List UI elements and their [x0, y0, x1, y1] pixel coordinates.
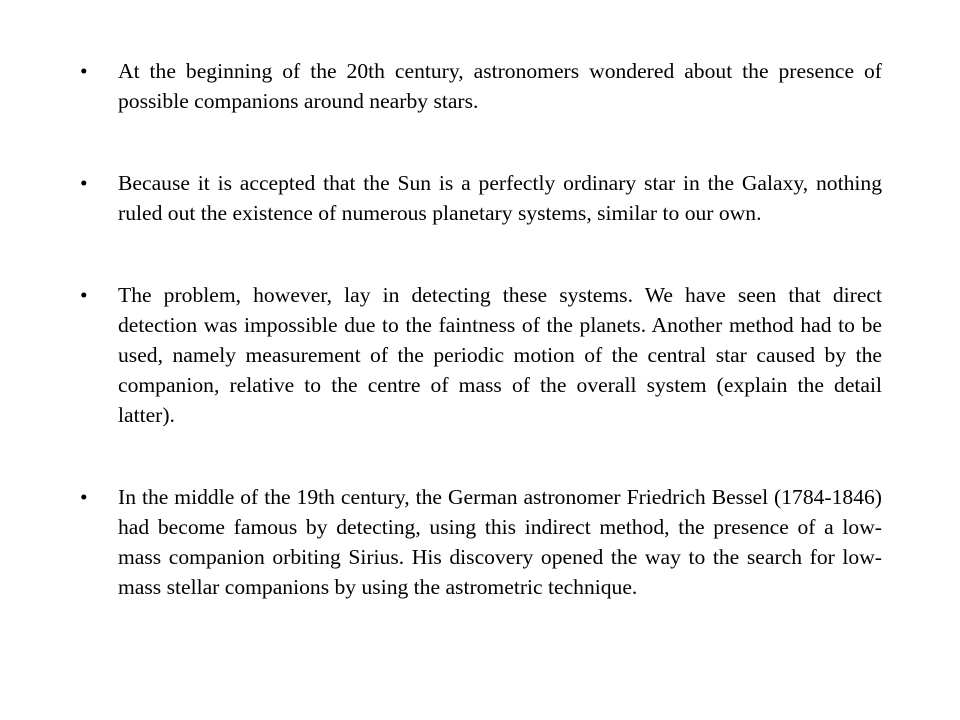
bullet-icon: • [80, 171, 88, 195]
bullet-list [80, 56, 882, 602]
bullet-item-3 [80, 280, 882, 430]
bullet-icon: • [80, 283, 88, 307]
bullet-item-4 [80, 482, 882, 602]
bullet-text: In the middle of the 19th century, the German astronomer Friedrich Bessel (1784-1846) had become famous by detecting, using this indirect method, the presence of a low-mass companion orbiting Sirius. His discovery opened the way to the search for low-mass stellar companions by using the astrometric technique. [118, 485, 882, 599]
bullet-icon: • [80, 485, 88, 509]
bullet-item-1 [80, 56, 882, 116]
bullet-text: The problem, however, lay in detecting these systems. We have seen that direct detection was impossible due to the faintness of the planets. Another method had to be used, namely measurement of the periodic motion of the central star caused by the companion, relative to the centre of mass of the overall system (explain the detail latter). [118, 283, 882, 427]
bullet-icon: • [80, 59, 88, 83]
bullet-text: At the beginning of the 20th century, astronomers wondered about the presence of possible companions around nearby stars. [118, 59, 882, 113]
bullet-item-2 [80, 168, 882, 228]
bullet-text: Because it is accepted that the Sun is a perfectly ordinary star in the Galaxy, nothing ruled out the existence of numerous planetary systems, similar to our own. [118, 171, 882, 225]
